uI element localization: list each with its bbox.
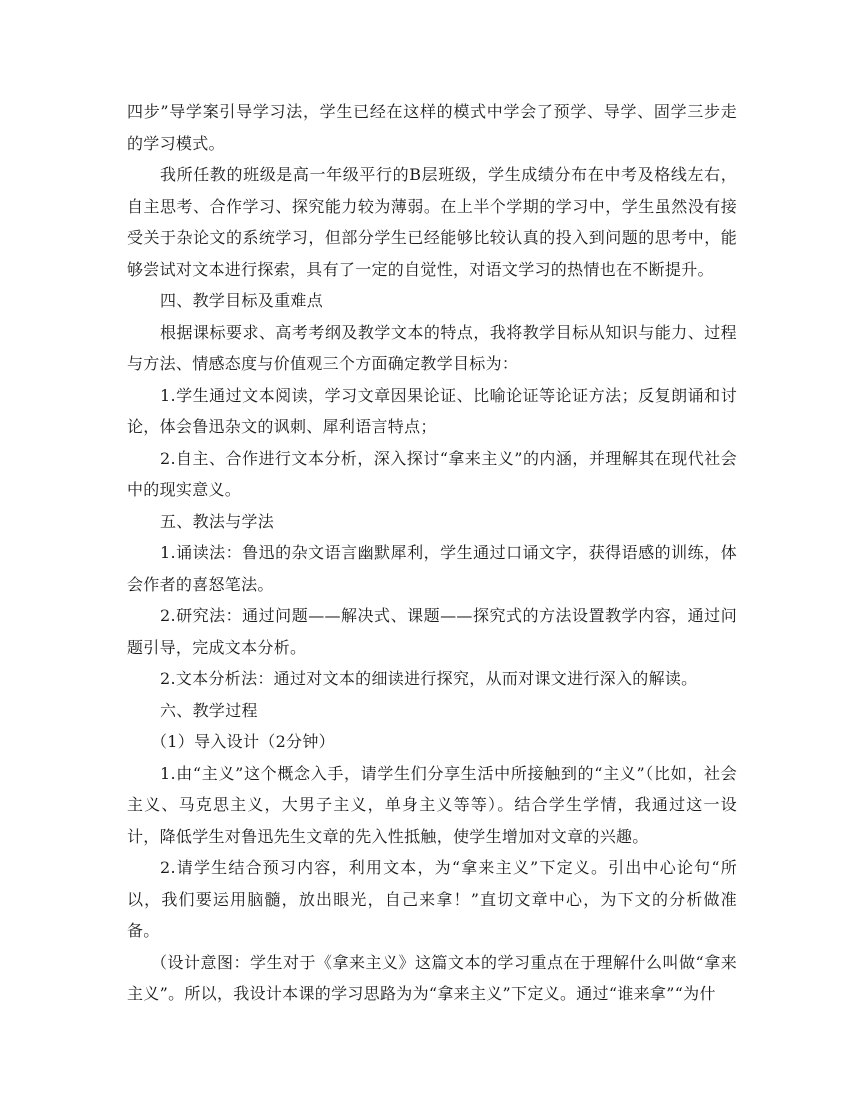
paragraph-design-intent: （设计意图：学生对于《拿来主义》这篇文本的学习重点在于理解什么叫做“拿来主义”。所以，我设计本课的学习思路为为“拿来主义”下定义。通过“谁来拿”“为什 <box>127 952 737 1003</box>
document-body <box>127 96 737 1010</box>
section-heading-methods: 五、教法与学法 <box>160 511 275 531</box>
paragraph-objective-2: 2.自主、合作进行文本分析，深入探讨“拿来主义”的内涵，并理解其在现代社会中的现实意义。 <box>127 448 737 499</box>
section-heading-process: 六、教学过程 <box>160 700 258 720</box>
paragraph-continued: 四步”导学案引导学习法，学生已经在这样的模式中学会了预学、导学、固学三步走的学习模式。 <box>127 102 737 153</box>
paragraph-intro-step-2: 2.请学生结合预习内容，利用文本，为“拿来主义”下定义。引出中心论句“所以，我们要运用脑髓，放出眼光，自己来拿！”直切文章中心，为下文的分析做准备。 <box>127 858 737 940</box>
subheading-intro-design: （1）导入设计（2分钟） <box>151 732 335 751</box>
paragraph-class-situation: 我所任教的班级是高一年级平行的B层班级，学生成绩分布在中考及格线左右，自主思考、合作学习、探究能力较为薄弱。在上半个学期的学习中，学生虽然没有接受关于杂论文的系统学习，但部分学生已经能够比较认真的投入到问题的思考中，能够尝试对文本进行探索，具有了一定的自觉性，对语文学习的热情也在不断提升。 <box>127 165 737 279</box>
paragraph-method-text-analysis: 2.文本分析法：通过对文本的细读进行探究，从而对课文进行深入的解读。 <box>160 669 698 688</box>
paragraph-objectives-intro: 根据课标要求、高考考纲及教学文本的特点，我将教学目标从知识与能力、过程与方法、情感态度与价值观三个方面确定教学目标为： <box>127 322 737 373</box>
paragraph-objective-1: 1.学生通过文本阅读，学习文章因果论证、比喻论证等论证方法；反复朗诵和讨论，体会鲁迅杂文的讽刺、犀利语言特点； <box>127 385 737 436</box>
paragraph-method-recitation: 1.诵读法：鲁迅的杂文语言幽默犀利，学生通过口诵文字，获得语感的训练，体会作者的喜怒笔法。 <box>127 543 737 594</box>
section-heading-objectives: 四、教学目标及重难点 <box>160 291 324 310</box>
paragraph-intro-step-1: 1.由“主义”这个概念入手，请学生们分享生活中所接触到的“主义”（比如，社会主义、马克思主义，大男子主义，单身主义等等）。结合学生学情，我通过这一设计，降低学生对鲁迅先生文章的先入性抵触，使学生增加对文章的兴趣。 <box>127 763 737 846</box>
paragraph-method-research: 2.研究法：通过问题——解决式、课题——探究式的方法设置教学内容，通过问题引导，完成文本分析。 <box>127 606 737 657</box>
